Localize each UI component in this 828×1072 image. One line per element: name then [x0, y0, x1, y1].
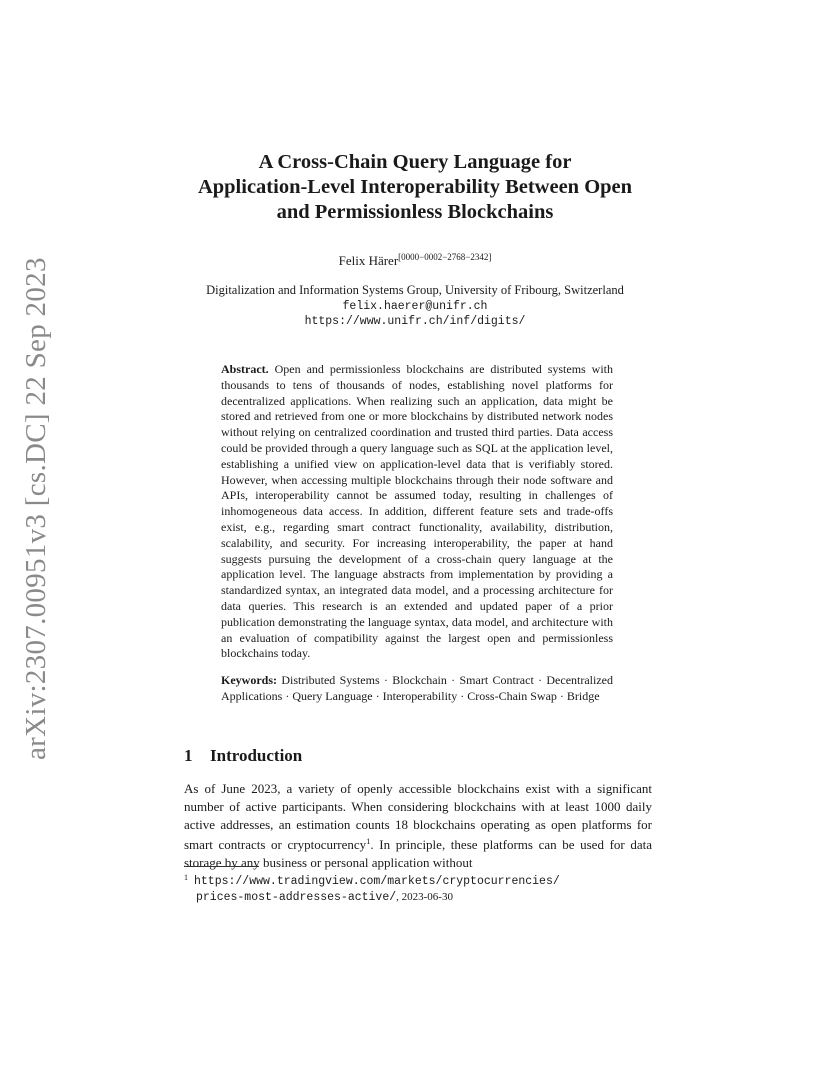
title-line-2: Application-Level Interoperability Between Open — [197, 176, 633, 198]
footnote-date: , 2023-06-30 — [396, 890, 453, 903]
title-line-1: A Cross-Chain Query Language for — [258, 151, 572, 173]
arxiv-identifier: arXiv:2307.00951v3 [cs.DC] 22 Sep 2023 — [20, 257, 52, 760]
author-name: Felix Härer — [338, 253, 399, 268]
footnote-rule — [184, 866, 259, 867]
affiliation-block — [150, 283, 680, 330]
keywords-label: Keywords: — [221, 673, 277, 688]
section-number: 1 — [184, 746, 193, 765]
abstract-text: Open and permissionless blockchains are distributed systems with thousands to tens of thousands of nodes, establishing novel platforms for decentralized applications. When realizing such an application, data might be stored and retrieved from one or more blockchains by distributed network nodes without relying on centralized coordination and trusted third parties. Data access could be provided through a query language such as SQL at the application level, establishing a unified view on application-level data that is verifiably stored. However, when accessing multiple blockchains through their node software and APIs, interoperability cannot be assumed today, resulting in challenges of inhomogeneous data access. In addition, different feature sets and trade-offs exist, e.g., regarding smart contract functionality, availability, distribution, scalability, and security. For increasing interoperability, the paper at hand suggests pursuing the development of a cross-chain query language at the application level. The language abstracts from implementation by providing a standardized syntax, an integrated data model, and a processing architecture for data queries. This research is an extended and updated paper of a prior publication demonstrating the language syntax, data model, and architecture with an evaluation of compatibility against the largest open and permissionless blockchains today. — [221, 362, 613, 661]
body-paragraph — [184, 780, 652, 872]
keywords-text: Distributed Systems · Blockchain · Smart Contract · Decentralized Applications · Query Language · Interoperability · Cross-Chain Swap · Bridge — [221, 673, 614, 703]
abstract-block — [221, 362, 613, 705]
paper-title — [150, 150, 680, 225]
section-heading — [184, 746, 302, 766]
affiliation-url[interactable]: https://www.unifr.ch/inf/digits/ — [304, 315, 526, 328]
footnote-mark: 1 — [184, 873, 188, 882]
section-title: Introduction — [210, 746, 303, 765]
footnote — [184, 870, 652, 905]
author-orcid: [0000−0002−2768−2342] — [398, 252, 492, 262]
keywords-paragraph — [221, 673, 613, 705]
author-email[interactable]: felix.haerer@unifr.ch — [342, 299, 488, 313]
footnote-url-line-2[interactable]: prices-most-addresses-active/ — [196, 890, 397, 904]
footnote-reference[interactable]: 1 — [366, 836, 371, 847]
footnote-url-line-1[interactable]: https://www.tradingview.com/markets/cryptocurrencies/ — [194, 875, 560, 888]
body-text-part-2: . In principle, these platforms can be used for data storage by any business or personal application without — [184, 837, 652, 871]
affiliation-org: Digitalization and Information Systems Group, University of Fribourg, Switzerland — [206, 283, 624, 297]
abstract-paragraph — [221, 362, 613, 662]
body-text-part-1: As of June 2023, a variety of openly accessible blockchains exist with a significant number of active participants. When considering blockchains with at least 1000 daily active addresses, an estimation counts 18 blockchains operating as open platforms for smart contracts or cryptocurrency — [184, 781, 652, 853]
author-line — [150, 252, 680, 269]
abstract-label: Abstract. — [221, 362, 269, 376]
title-line-3: and Permissionless Blockchains — [276, 201, 554, 223]
